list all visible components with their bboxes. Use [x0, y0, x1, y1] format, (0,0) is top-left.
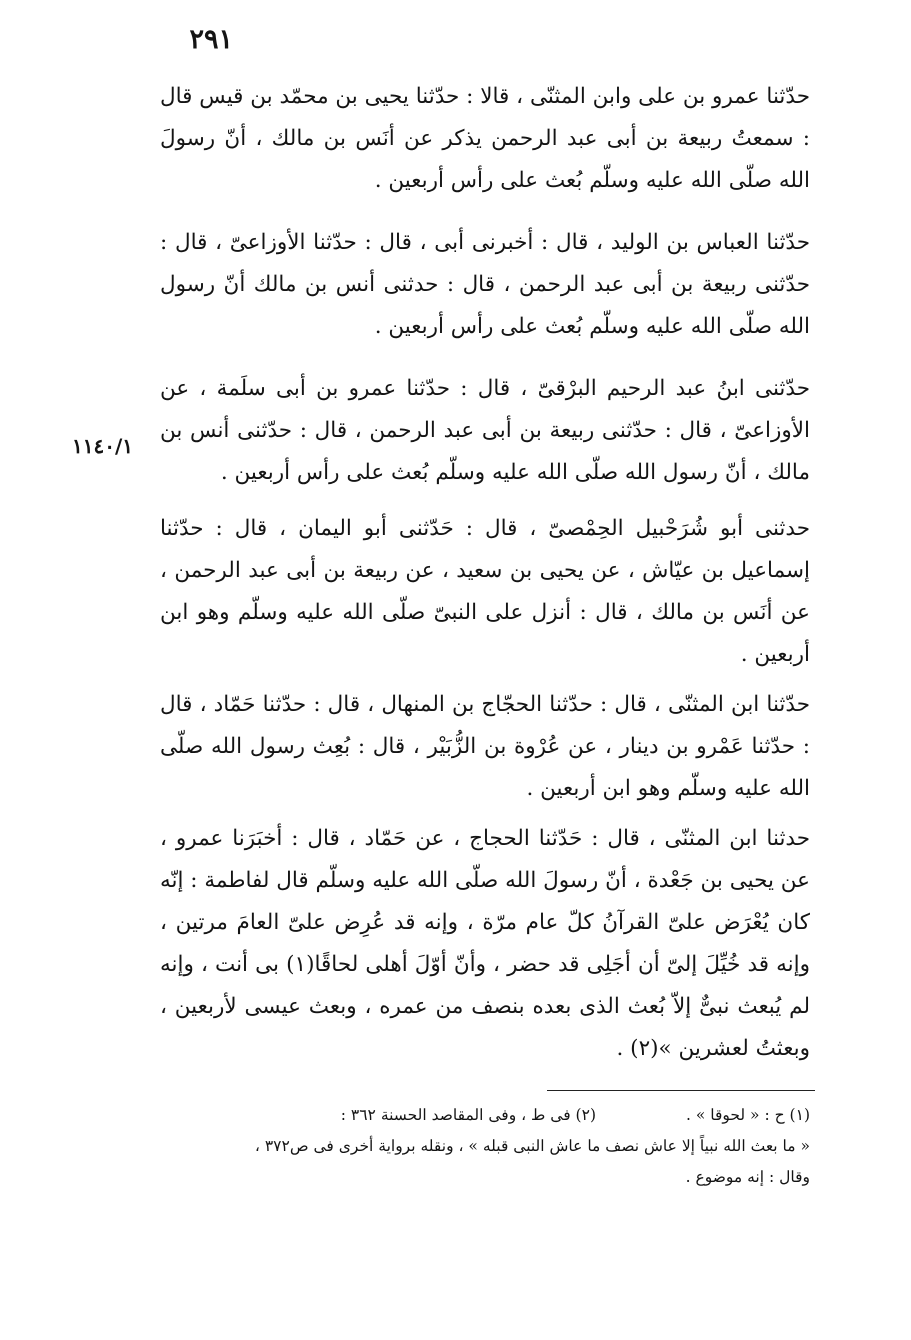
margin-reference: ١١٤٠/١: [72, 434, 134, 458]
page-number: ٢٩١: [189, 24, 233, 55]
footnotes: [160, 1100, 810, 1193]
footnote-divider: [547, 1090, 815, 1091]
hadith-paragraph-6: حدثنا ابن المثنّى ، قال : حَدّثنا الحجاج ، عن حَمّاد ، قال : أخبَرَنا عمرو ، عن يحيى بن جَعْدة ، أنّ رسولَ الله صلّى الله عليه وسلّم قال لفاطمة : إنّه كان يُعْرَض علىّ القرآنُ كلّ عام مرّة ، وإنه قد عُرِض علىّ العامَ مرتين ، وإنه قد خُيِّلَ إلىّ أن أجَلِى قد حضر ، وأنّ أوّلَ أهلى لحاقًا(١) بى أنت ، وإنه لم يُبعث نبىٌّ إلاّ بُعث الذى بعده بنصف من عمره ، وبعث عيسى لأربعين ، وبعثتُ لعشرين »(٢) .: [159, 826, 810, 1061]
hadith-paragraph-5: حدّثنا ابن المثنّى ، قال : حدّثنا الحجّاج بن المنهال ، قال : حدّثنا حَمّاد ، قال : حدّثنا عَمْرو بن دينار ، عن عُرْوة بن الزُّبَيْر ، قال : بُعِث رسول الله صلّى الله عليه وسلّم وهو ابن أربعين .: [160, 692, 810, 801]
hadith-paragraph-2: حدّثنا العباس بن الوليد ، قال : أخبرنى أبى ، قال : حدّثنا الأوزاعىّ ، قال : حدّثنى ربيعة بن أبى عبد الرحمن ، قال : حدثنى أنس بن مالك أنّ رسول الله صلّى الله عليه وسلّم بُعث على رأس أربعين .: [160, 230, 810, 339]
hadith-paragraph-4: حدثنى أبو شُرَحْبيل الحِمْصىّ ، قال : حَدّثنى أبو اليمان ، قال : حدّثنا إسماعيل بن عيّاش ، عن يحيى بن سعيد ، عن ربيعة بن أبى عبد الرحمن ، عن أنَس بن مالك ، قال : أنزل على النبىّ صلّى الله عليه وسلّم وهو ابن أربعين .: [160, 516, 810, 667]
footnote-2: (٢) فى ط ، وفى المقاصد الحسنة ٣٦٢ :: [340, 1106, 596, 1124]
footnote-row-1: [160, 1100, 810, 1131]
footnote-1: (١) ح : « لحوقا » .: [686, 1106, 810, 1124]
hadith-paragraph-3: حدّثنى ابنُ عبد الرحيم البرْقىّ ، قال : حدّثنا عمرو بن أبى سلَمة ، عن الأوزاعىّ ، قال : حدّثنى ربيعة بن أبى عبد الرحمن ، قال : حدّثنى أنس بن مالك ، أنّ رسول الله صلّى الله عليه وسلّم بُعث على رأس أربعين .: [160, 376, 810, 485]
footnote-2-end: وقال : إنه موضوع .: [685, 1168, 810, 1186]
hadith-paragraph-1: حدّثنا عمرو بن على وابن المثنّى ، قالا : حدّثنا يحيى بن محمّد بن قيس قال : سمعتُ ربيعة بن أبى عبد الرحمن يذكر عن أنَس بن مالك ، أنّ رسولَ الله صلّى الله عليه وسلّم بُعث على رأس أربعين .: [160, 84, 810, 193]
main-text: [160, 76, 810, 1070]
footnote-2-continued: « ما بعث الله نبياً إلا عاش نصف ما عاش النبى قبله » ، ونقله برواية أخرى فى ص٣٧٢ ،: [254, 1137, 810, 1155]
